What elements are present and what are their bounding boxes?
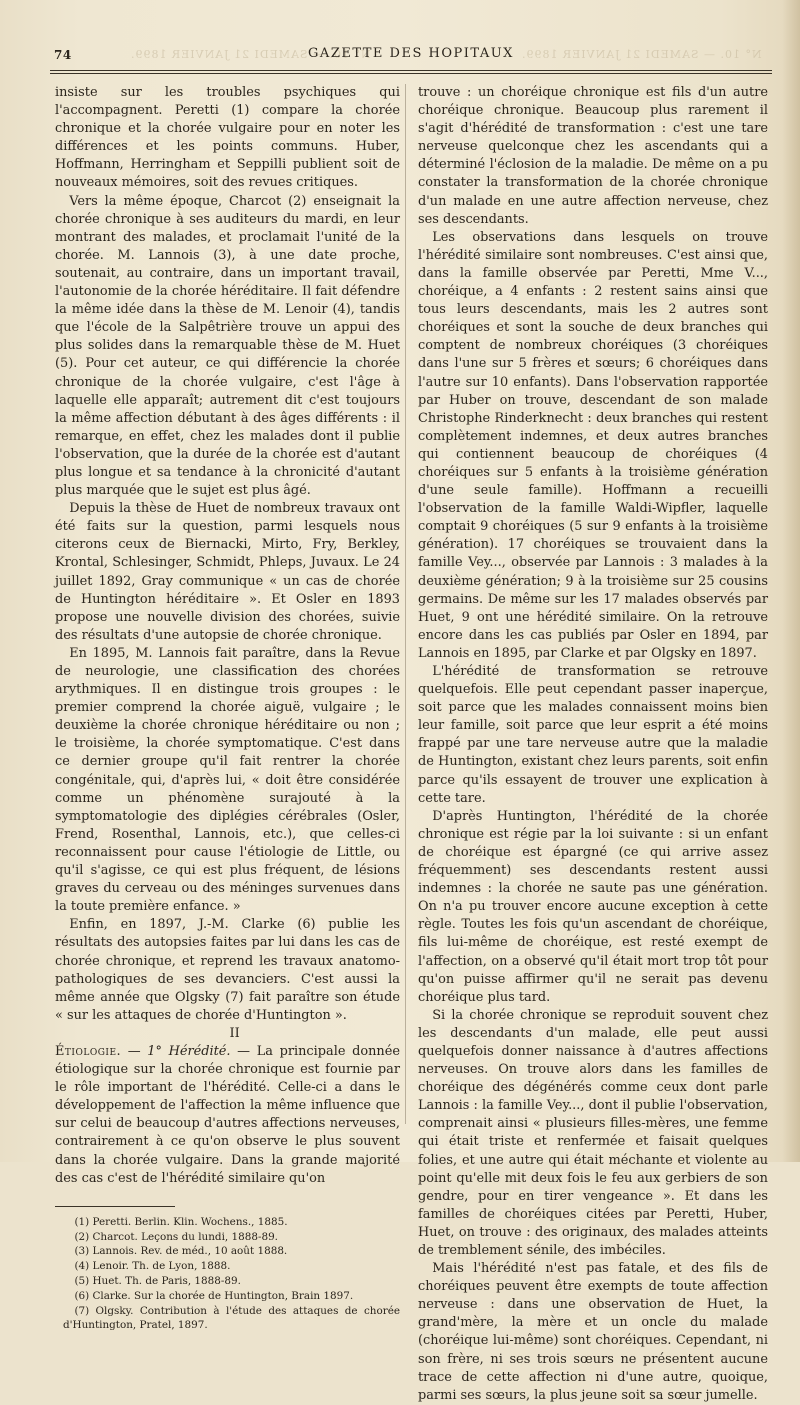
left-paragraph-1: insiste sur les troubles psychiques qui l'accompagnent. Peretti (1) compare la chorée chronique et la chorée vulgaire pour en noter les différences et les points communs. Huber, Hoffmann, Herringham et Seppilli publient soit de nouveaux mémoires, soit des revues critiques.	[55, 85, 400, 191]
header-rule-double	[50, 73, 772, 74]
footnote-rule	[55, 1206, 175, 1207]
footnote-1: (1) Peretti. Berlin. Klin. Wochens., 1885.	[74, 1215, 288, 1228]
etiology-lead: Étiologie.	[55, 1043, 122, 1059]
right-paragraph-1: trouve : un choréique chronique est fils d'un autre choréique chronique. Beaucoup plus rarement il s'agit d'hérédité de transformation : c'est une tare nerveuse quelconque chez les ascendants qui a déterminé l'éclosion de la maladie. De même on a pu constater la transformation de la chorée chronique d'un malade en une autre affection nerveuse, chez ses descendants.	[418, 85, 768, 227]
left-column	[55, 84, 400, 1333]
left-paragraph-3: Depuis la thèse de Huet de nombreux travaux ont été faits sur la question, parmi lesquels nous citerons ceux de Biernacki, Mirto, Fry, Berkley, Krontal, Schlesinger, Schmidt, Phleps, Juvaux. Le 24 juillet 1892, Gray communique « un cas de chorée de Huntington héréditaire ». Et Osler en 1893 propose une nouvelle division des chorées, suivie des résultats d'une autopsie de chorée chronique.	[55, 501, 400, 643]
column-divider	[405, 84, 406, 1124]
footnotes	[55, 1215, 400, 1333]
header-rule	[50, 70, 772, 71]
etiology-paragraph	[55, 1043, 400, 1188]
page-header	[50, 46, 772, 66]
left-paragraph-2: Vers la même époque, Charcot (2) enseignait la chorée chronique à ses auditeurs du mardi, en leur montrant des malades, et proclamait l'unité de la chorée. M. Lannois (3), à une date proche, soutenait, au contraire, dans un important travail, l'autonomie de la chorée héréditaire. Il fait défendre la même idée dans la thèse de M. Lenoir (4), tandis que l'école de la Salpêtrière trouve un appui des plus solides dans la remarquable thèse de M. Huet (5). Pour cet auteur, ce qui différencie la chorée chronique de la chorée vulgaire, c'est l'âge à laquelle elle apparaît; autrement dit c'est toujours la même affection débutant à des âges différents : il remarque, en effet, chez les malades dont il publie l'observation, que la durée de la chorée est d'autant plus longue et sa tendance à la chronicité d'autant plus marquée que le sujet est plus âgé.	[55, 193, 400, 499]
bleed-through-text-right: N° 10. — SAMEDI 21 JANVIER 1899.	[521, 48, 762, 61]
journal-title: GAZETTE DES HOPITAUX	[308, 46, 514, 61]
footnote-5: (5) Huet. Th. de Paris, 1888-89.	[74, 1274, 241, 1287]
footnote-7: (7) Olgsky. Contribution à l'étude des attaques de chorée d'Huntington, Pratel, 1897.	[63, 1304, 400, 1332]
etiology-text: La principale donnée étiologique sur la chorée chronique est fournie par le rôle important de l'hérédité. Celle-ci a dans le développement de l'affection la même influence que sur celui de beaucoup d'autres affections nerveuses, contrairement à ce qu'on observe le plus souvent dans la chorée vulgaire. Dans la grande majorité des cas c'est de l'hérédité similaire qu'on	[55, 1043, 400, 1186]
page-edge-shadow	[782, 0, 800, 1162]
right-paragraph-3: L'hérédité de transformation se retrouve quelquefois. Elle peut cependant passer inaperçue, soit parce que les malades connaissent moins bien leur famille, soit parce que leur esprit a été moins frappé par une tare nerveuse autre que la maladie de Huntington, existant chez leurs parents, soit enfin parce qu'ils essayent de trouver une explication à cette tare.	[418, 664, 768, 806]
page-number: 74	[54, 48, 72, 62]
right-paragraph-4: D'après Huntington, l'hérédité de la chorée chronique est régie par la loi suivante : si un enfant de choréique est épargné (ce qui arrive assez fréquemment) ses descendants restent aussi indemnes : la chorée ne saute pas une génération. On n'a pu trouver encore aucune exception à cette règle. Toutes les fois qu'un ascendant de choréique, fils lui-même de choréique, est resté exempt de l'affection, on a observé qu'il était mort trop tôt pour qu'on puisse affirmer qu'il ne serait pas devenu choréique plus tard.	[418, 808, 768, 1005]
right-paragraph-5: Si la chorée chronique se reproduit souvent chez les descendants d'un malade, elle peut aussi quelquefois donner naissance à d'autres affections nerveuses. On trouve alors dans les familles de choréique des dégénérés comme ceux dont parle Lannois : la famille Vey..., dont il publie l'observation, comprenait ainsi « plusieurs filles-mères, une femme qui était triste et renfermée et faisait quelques folies, et une autre qui était méchante et violente au point qu'elle mit deux fois le feu aux gerbiers de son gendre, pour en tirer vengeance ». Et dans les familles de choréiques citées par Peretti, Huber, Huet, on trouve : des originaux, des malades atteints de tremblement sénile, des imbéciles.	[418, 1007, 768, 1258]
right-paragraph-2: Les observations dans lesquels on trouve l'hérédité similaire sont nombreuses. C'est ainsi que, dans la famille observée par Peretti, Mme V..., choréique, a 4 enfants : 2 restent sains ainsi que tous leurs descendants, mais les 2 autres sont choréiques et sont la souche de deux branches qui comptent de nombreux choréiques (3 choréiques dans l'une sur 5 frères et sœurs; 6 choréiques dans l'autre sur 10 enfants). Dans l'observation rapportée par Huber on trouve, descendant de son malade Christophe Rinderknecht : deux branches qui restent complètement indemnes, et deux autres branches qui contiennent beaucoup de choréiques (4 choréiques sur 5 enfants à la troisième génération d'une seule famille). Hoffmann a recueilli l'observation de la famille Waldi-Wipfler, laquelle comptait 9 choréiques (5 sur 9 enfants à la troisième génération). 17 choréiques se trouvaient dans la famille Vey..., observée par Lannois : 3 malades à la deuxième génération; 9 à la troisième sur 25 cousins germains. De même sur les 17 malades observés par Huet, 9 ont une hérédité similaire. On la retrouve encore dans les cas publiés par Osler en 1894, par Lannois en 1895, par Clarke et par Olgsky en 1897.	[418, 229, 768, 661]
footnote-3: (3) Lannois. Rev. de méd., 10 août 1888.	[74, 1245, 288, 1258]
left-paragraph-4: En 1895, M. Lannois fait paraître, dans la Revue de neurologie, une classification des chorées arythmiques. Il en distingue trois groupes : le premier comprend la chorée aiguë, vulgaire ; le deuxième la chorée chronique héréditaire ou non ; le troisième, la chorée symptomatique. C'est dans ce dernier groupe qu'il fait rentrer la chorée congénitale, qui, d'après lui, « doit être considérée comme un phénomène surajouté à la symptomatologie des diplégies cérébrales (Osler, Frend, Rosenthal, Lannois, etc.), que celles-ci reconnaissent pour cause l'étiologie de Little, ou qu'il s'agisse, ce qui est plus fréquent, de lésions graves du cerveau ou des méninges survenues dans la toute première enfance. »	[55, 645, 400, 915]
footnote-4: (4) Lenoir. Th. de Lyon, 1888.	[74, 1260, 231, 1273]
right-column	[418, 84, 768, 1405]
left-paragraph-5: Enfin, en 1897, J.-M. Clarke (6) publie les résultats des autopsies faites par lui dans les cas de chorée chronique, et reprend les travaux anatomo-pathologiques de ses devanciers. C'est aussi la même année que Olgsky (7) fait paraître son étude « sur les attaques de chorée d'Huntington ».	[55, 917, 400, 1023]
etiology-subheading: — 1° Hérédité. —	[127, 1043, 251, 1059]
footnote-2: (2) Charcot. Leçons du lundi, 1888-89.	[74, 1230, 278, 1243]
right-paragraph-6: Mais l'hérédité n'est pas fatale, et des fils de choréiques peuvent être exempts de toute affection nerveuse : dans une observation de Huet, la grand'mère, la mère et un oncle du malade (choréique lui-même) sont choréiques. Cependant, ni son frère, ni ses trois sœurs ne présentent aucune trace de cette affection ni d'une autre, quoique, parmi ses sœurs, la plus jeune soit sa sœur jumelle.	[418, 1261, 768, 1403]
bleed-through-text-left: N° 10. — SAMEDI 21 JANVIER 1899.	[130, 48, 371, 61]
section-heading: II	[229, 1025, 240, 1041]
footnote-6: (6) Clarke. Sur la chorée de Huntington, Brain 1897.	[74, 1289, 354, 1302]
